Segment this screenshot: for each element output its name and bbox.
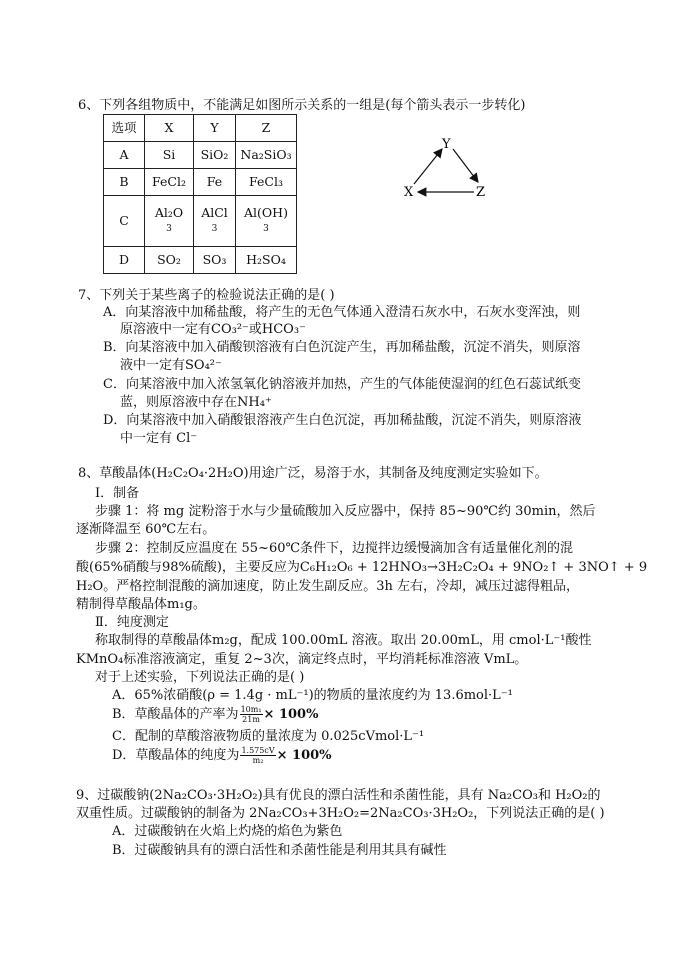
table-cell: Si [145,142,194,169]
node-z-label: Z [476,185,486,200]
arrow-x-to-y [414,149,442,184]
table-cell-split [236,196,297,247]
q7-option-a: A．向某溶液中加稀盐酸，将产生的无色气体通入澄清石灰水中，石灰水变浑浊，则 [103,305,581,320]
table-cell: A [104,142,145,169]
table-header-row [104,115,297,142]
q8-step2-line2: 酸(65%硝酸与98%硫酸)，主要反应为C₆H₁₂O₆ + 12HNO₃→3H₂C₂O₄ + 9NO₂↑ + 3NO↑ + 9 [76,560,648,575]
cell-main-text: Al₂O [154,205,184,220]
q8-option-a: A．65%浓硝酸(ρ = 1.4g · mL⁻¹)的物质的量浓度约为 13.6mol·L⁻¹ [112,688,513,703]
q8-part2-heading: Ⅱ．纯度测定 [95,615,169,630]
table-row [104,142,297,169]
table-cell: D [104,247,145,274]
q8-option-d [112,746,332,766]
table-header: Z [236,115,297,142]
table-cell: Na₂SiO₃ [236,142,297,169]
fraction-denominator: m₂ [252,756,264,765]
q7-option-c-cont: 蓝，则原溶液中存在NH₄⁺ [120,395,272,410]
table-cell: Fe [194,169,236,196]
q8-option-c: C．配制的草酸溶液物质的量浓度为 0.025cVmol·L⁻¹ [112,729,425,744]
table-cell: SO₂ [145,247,194,274]
q8-part1-heading: Ⅰ．制备 [95,486,140,501]
cell-wrapped-text: 3 [166,224,172,234]
xyz-cycle-diagram [398,132,498,202]
table-row [104,247,297,274]
table-header: 选项 [104,115,145,142]
table-cell: FeCl₃ [236,169,297,196]
q8-step1-line2: 逐渐降温至 60℃左右。 [76,522,216,537]
q6-stem: 6、下列各组物质中，不能满足如图所示关系的一组是(每个箭头表示一步转化) [78,98,526,113]
cell-wrapped-text: 3 [263,224,269,234]
q7-option-b-cont: 液中一定有SO₄²⁻ [120,358,222,373]
q9-option-a: A．过碳酸钠在火焰上灼烧的焰色为紫色 [112,824,343,839]
q8-measure-line2: KMnO₄标准溶液滴定，重复 2~3次，滴定终点时，平均消耗标准溶液 VmL。 [76,652,528,667]
q7-stem: 7、下列关于某些离子的检验说法正确的是( ) [78,288,335,303]
fraction-denominator: 21m [242,715,260,724]
table-cell: SiO₂ [194,142,236,169]
q7-option-c: C．向某溶液中加入浓氢氧化钠溶液并加热，产生的气体能使湿润的红色石蕊试纸变 [103,377,581,392]
q7-option-a-cont: 原溶液中一定有CO₃²⁻或HCO₃⁻ [120,322,306,337]
q8-step2-line4: 精制得草酸晶体m₁g。 [76,597,206,612]
node-x-label: X [404,185,414,200]
table-cell-split [145,196,194,247]
q8-step2-line1: 步骤 2：控制反应温度在 55~60℃条件下，边搅拌边缓慢滴加含有适量催化剂的混 [95,541,574,556]
q8-option-d-text: D．草酸晶体的纯度为 [112,748,240,763]
q8-stem: 8、草酸晶体(H₂C₂O₄·2H₂O)用途广泛，易溶于水，其制备及纯度测定实验如下。 [78,466,548,481]
fraction-numerator: 1.575cV [241,746,275,755]
q9-stem-line2: 双重性质。过碳酸钠的制备为 2Na₂CO₃+3H₂O₂=2Na₂CO₃·3H₂O₂，下列说法正确的是( ) [76,806,605,821]
cell-wrapped-text: 3 [211,224,218,234]
q8-option-b-tail: × 100% [263,707,319,722]
q8-option-d-tail: × 100% [276,748,332,763]
q8-step1-line1: 步骤 1：将 mg 淀粉溶于水与少量硫酸加入反应器中，保持 85~90℃约 30min，然后 [95,504,596,519]
fraction-numerator: 10m₁ [240,705,262,714]
q7-option-d: D．向某溶液中加入硝酸银溶液产生白色沉淀，再加稀盐酸，沉淀不消失，则原溶液 [103,413,582,428]
table-cell-split [194,196,236,247]
table-row [104,196,297,247]
q6-options-table [103,114,297,274]
q8-step2-line3: H₂O。严格控制混酸的滴加速度，防止发生副反应。3h 左右，冷却，减压过滤得粗品， [76,579,579,594]
cell-main-text: Al(OH) [244,205,288,220]
table-cell: B [104,169,145,196]
table-row [104,169,297,196]
q8-measure-line1: 称取制得的草酸晶体m₂g，配成 100.00mL 溶液。取出 20.00mL，用 cmol·L⁻¹酸性 [95,633,592,648]
q8-option-b [112,705,318,725]
q8-option-b-fraction [240,705,263,724]
table-cell: C [104,196,145,247]
arrow-y-to-z [453,149,478,182]
q9-stem-line1: 9、过碳酸钠(2Na₂CO₃·3H₂O₂)具有优良的漂白活性和杀菌性能，具有 Na₂CO₃和 H₂O₂的 [76,788,601,803]
node-y-label: Y [442,137,451,152]
q9-option-b: B．过碳酸钠具有的漂白活性和杀菌性能是利用其具有碱性 [112,843,447,858]
table-header: X [145,115,194,142]
table-header: Y [194,115,236,142]
table-cell: H₂SO₄ [236,247,297,274]
table-cell: FeCl₂ [145,169,194,196]
q8-option-d-fraction [240,746,275,765]
table-cell: SO₃ [194,247,236,274]
cell-main-text: AlCl [201,205,228,220]
q8-question: 对于上述实验，下列说法正确的是( ) [95,670,305,685]
q7-option-d-cont: 中一定有 Cl⁻ [120,431,198,446]
q8-option-b-text: B．草酸晶体的产率为 [112,707,239,722]
q7-option-b: B．向某溶液中加入硝酸钡溶液有白色沉淀产生，再加稀盐酸，沉淀不消失，则原溶 [103,340,581,355]
